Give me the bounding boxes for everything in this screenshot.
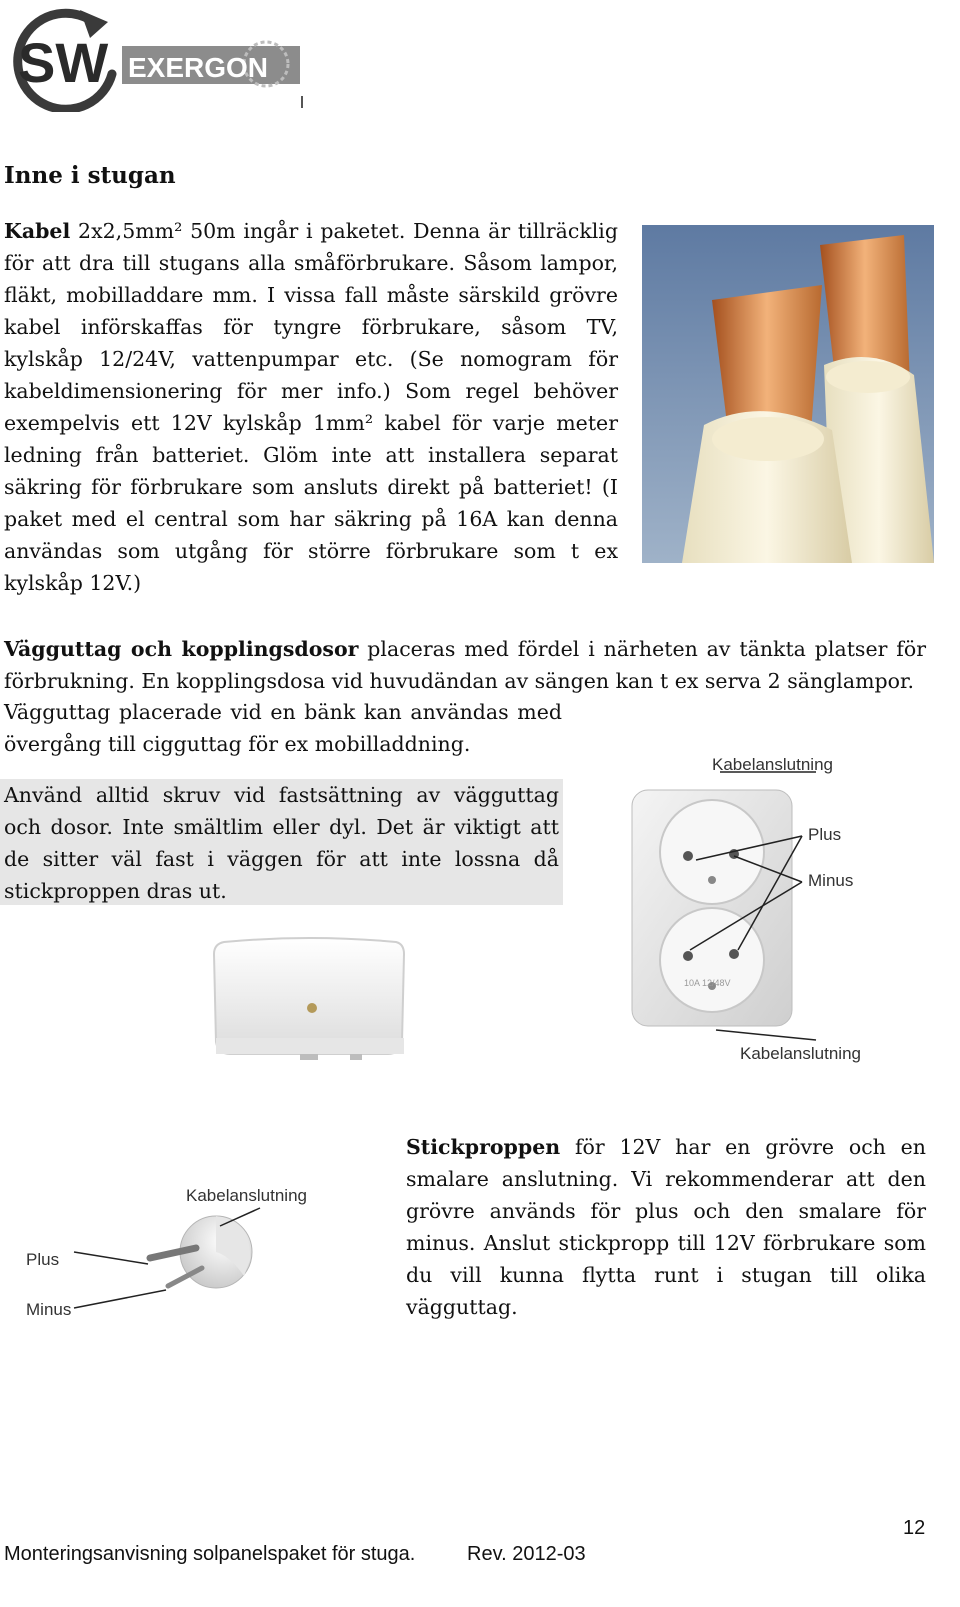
socket-label-minus: Minus [808, 871, 854, 890]
sockets-paragraph [4, 633, 926, 697]
junction-box-image [200, 930, 426, 1090]
plug-paragraph [406, 1131, 926, 1323]
mounting-note-box [0, 779, 563, 905]
plug-label-plus: Plus [26, 1250, 60, 1269]
page-heading: Inne i stugan [4, 162, 176, 189]
logo-exergon-text: EXERGON [128, 52, 269, 83]
socket-label-bottom: Kabelanslutning [740, 1044, 861, 1063]
plug-figure [20, 1180, 360, 1330]
socket-label-top: Kabelanslutning [712, 755, 833, 774]
wall-socket-figure [620, 750, 920, 1070]
socket-face-text: 10A 12/48V [684, 978, 731, 988]
plug-label-cable: Kabelanslutning [186, 1186, 307, 1205]
cable-paragraph-text: 2x2,5mm² 50m ingår i paketet. Denna är tillräcklig för att dra till stugans alla småförbrukare. Såsom lampor, fläkt, mobilladdare mm. I vissa fall måste särskild grövre kabel införskaffas för tyngre förbrukare, såsom TV, kylskåp 12/24V, vattenpumpar etc. (Se nomogram för kabeldimensionering för mer info.) Som regel behöver exempelvis ett 12V kylskåp 1mm² kabel för varje meter ledning från batteriet. Glöm inte att installera separat säkring för förbrukare som ansluts direkt på batteriet! (I paket med el central som har säkring på 16A kan denna användas som utgång för större förbrukare som t ex kylskåp 12V.) [4, 219, 618, 595]
cable-paragraph [4, 215, 618, 599]
socket-label-plus: Plus [808, 825, 842, 844]
footer-title: Monteringsanvisning solpanelspaket för stuga. [4, 1543, 416, 1565]
page-number: 12 [903, 1517, 926, 1539]
sockets-paragraph-bold: Vägguttag och kopplingsdosor [4, 637, 359, 661]
company-logo [4, 4, 304, 112]
logo-sw-text: SW [18, 31, 109, 94]
sockets-paragraph-text: placeras med fördel i närheten av tänkta platser för förbrukning. En kopplingsdosa vid huvudändan av sängen kan t ex serva 2 sänglampor. [4, 637, 926, 693]
cable-paragraph-bold: Kabel [4, 219, 71, 243]
sockets-paragraph-cont: Vägguttag placerade vid en bänk kan användas med övergång till cigguttag för ex mobilladdning. [4, 700, 562, 756]
footer-revision: Rev. 2012-03 [467, 1543, 586, 1565]
plug-paragraph-text: för 12V har en grövre och en smalare anslutning. Vi rekommenderar att den grövre används för plus och den smalare för minus. Anslut stickpropp till 12V förbrukare som du vill kunna flytta runt i stugan till olika vägguttag. [406, 1135, 926, 1319]
logo-graphic [4, 4, 304, 112]
mounting-note-text: Använd alltid skruv vid fastsättning av vägguttag och dosor. Inte smältlim eller dyl. Det är viktigt att de sitter väl fast i väggen för att inte lossna då stickproppen dras ut. [4, 783, 559, 903]
cable-image [642, 225, 934, 563]
plug-label-minus: Minus [26, 1300, 72, 1319]
plug-paragraph-bold: Stickproppen [406, 1135, 561, 1159]
